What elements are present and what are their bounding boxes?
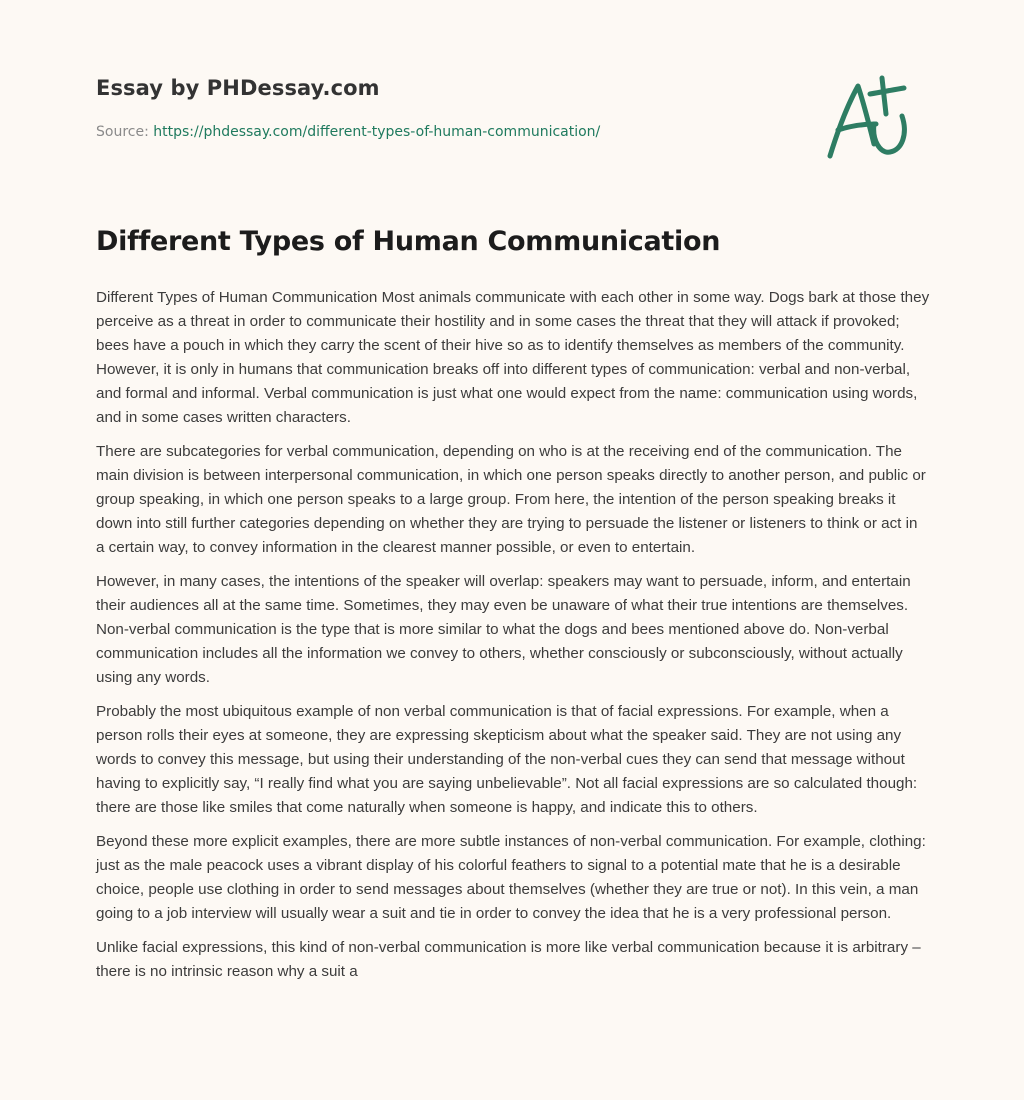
a-plus-grade-icon bbox=[824, 68, 924, 164]
article-title: Different Types of Human Communication bbox=[96, 226, 721, 257]
brand-title: Essay by PHDessay.com bbox=[96, 76, 380, 100]
paragraph: Different Types of Human Communication Most animals communicate with each other in some way. Dogs bark at those they perceive as a threat in order to communicate their hostility and in some cases the threat that they will attack if provoked; bees have a pouch in which they carry the scent of their hive so as to identify themselves as members of the community. However, it is only in humans that communication breaks off into different types of communication: verbal and non-verbal, and formal and informal. Verbal communication is just what one would expect from the name: communication using words, and in some cases written characters. bbox=[96, 289, 930, 426]
paragraph: Unlike facial expressions, this kind of non-verbal communication is more like verbal communication because it is arbitrary – there is no intrinsic reason why a suit a bbox=[96, 939, 921, 980]
article-body bbox=[96, 286, 930, 994]
paragraph: Beyond these more explicit examples, there are more subtle instances of non-verbal communication. For example, clothing: just as the male peacock uses a vibrant display of his colorful feathers to signal to a potential mate that he is a desirable choice, people use clothing in order to send messages about themselves (whether they are true or not). In this vein, a man going to a job interview will usually wear a suit and tie in order to convey the idea that he is a very professional person. bbox=[96, 833, 926, 922]
source-line bbox=[96, 124, 600, 140]
source-label: Source: bbox=[96, 124, 154, 140]
paragraph: Probably the most ubiquitous example of non verbal communication is that of facial expressions. For example, when a person rolls their eyes at someone, they are expressing skepticism about what the speaker said. They are not using any words to convey this message, but using their understanding of the non-verbal cues they can send that message without having to explicitly say, “I really find what you are saying unbelievable”. Not all facial expressions are so calculated though: there are those like smiles that come naturally when someone is happy, and indicate this to others. bbox=[96, 703, 918, 816]
paragraph: However, in many cases, the intentions of the speaker will overlap: speakers may want to persuade, inform, and entertain their audiences all at the same time. Sometimes, they may even be unaware of what their true intentions are themselves. Non-verbal communication is the type that is more similar to what the dogs and bees mentioned above do. Non-verbal communication includes all the information we convey to others, whether consciously or subconsciously, without actually using any words. bbox=[96, 573, 911, 686]
essay-page bbox=[96, 0, 930, 980]
paragraph: There are subcategories for verbal communication, depending on who is at the receiving end of the communication. The main division is between interpersonal communication, in which one person speaks directly to another person, and public or group speaking, in which one person speaks to a large group. From here, the intention of the person speaking breaks it down into still further categories depending on whether they are trying to persuade the listener or listeners to think or act in a certain way, to convey information in the clearest manner possible, or even to entertain. bbox=[96, 443, 926, 556]
source-link[interactable]: https://phdessay.com/different-types-of-human-communication/ bbox=[153, 124, 601, 140]
page-header bbox=[96, 0, 930, 200]
